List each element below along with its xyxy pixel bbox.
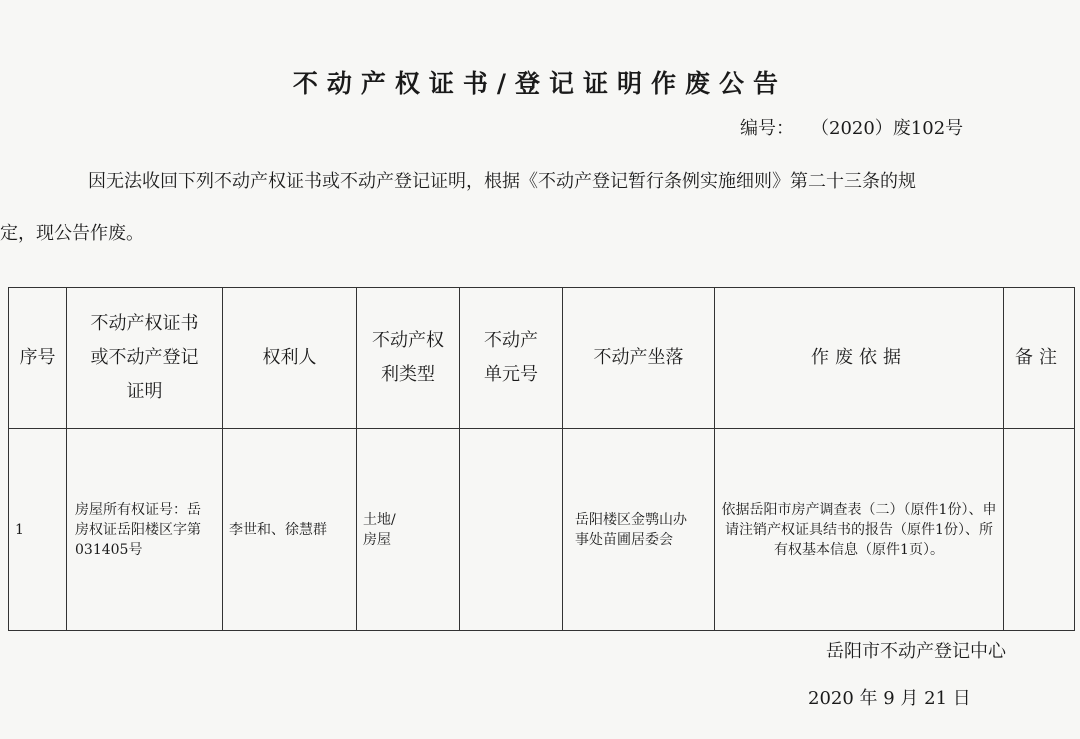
document-number-value: （2020）废102号 [820,118,964,139]
header-basis: 作废依据 [715,288,1004,429]
void-certificate-table [8,287,1075,631]
cell-holder: 李世和、徐慧群 [223,429,357,631]
cell-remarks [1004,429,1075,631]
page-title: 不动产权证书/登记证明作废公告 [292,69,788,98]
issue-date: 2020 年 9 月 21 日 [808,688,971,709]
intro-line-1: 因无法收回下列不动产权证书或不动产登记证明，根据《不动产登记暂行条例实施细则》第二十三条的规 [88,171,916,192]
intro-line-2: 定，现公告作废。 [0,223,144,244]
document-number-label: 编号： [740,118,794,139]
cell-cert: 房屋所有权证号：岳房权证岳阳楼区字第031405号 [67,429,223,631]
intro-paragraph [0,156,1040,260]
header-location: 不动产坐落 [563,288,715,429]
table-row [9,429,1075,631]
header-right-type: 不动产权利类型 [357,288,460,429]
header-no: 序号 [9,288,67,429]
header-cert: 不动产权证书或不动产登记证明 [67,288,223,429]
header-holder: 权利人 [223,288,357,429]
document-number [740,114,963,140]
cell-unit-no [460,429,563,631]
cell-no: 1 [9,429,67,631]
issuing-organization: 岳阳市不动产登记中心 [826,641,1006,662]
table-header-row [9,288,1075,429]
header-unit-no: 不动产单元号 [460,288,563,429]
cell-location: 岳阳楼区金鹗山办事处苗圃居委会 [563,429,715,631]
cell-right-type: 土地/房屋 [357,429,460,631]
header-remarks: 备注 [1004,288,1075,429]
cell-basis: 依据岳阳市房产调查表（二）（原件1份）、申请注销产权证具结书的报告（原件1份）、所有权基本信息（原件1页）。 [715,429,1004,631]
